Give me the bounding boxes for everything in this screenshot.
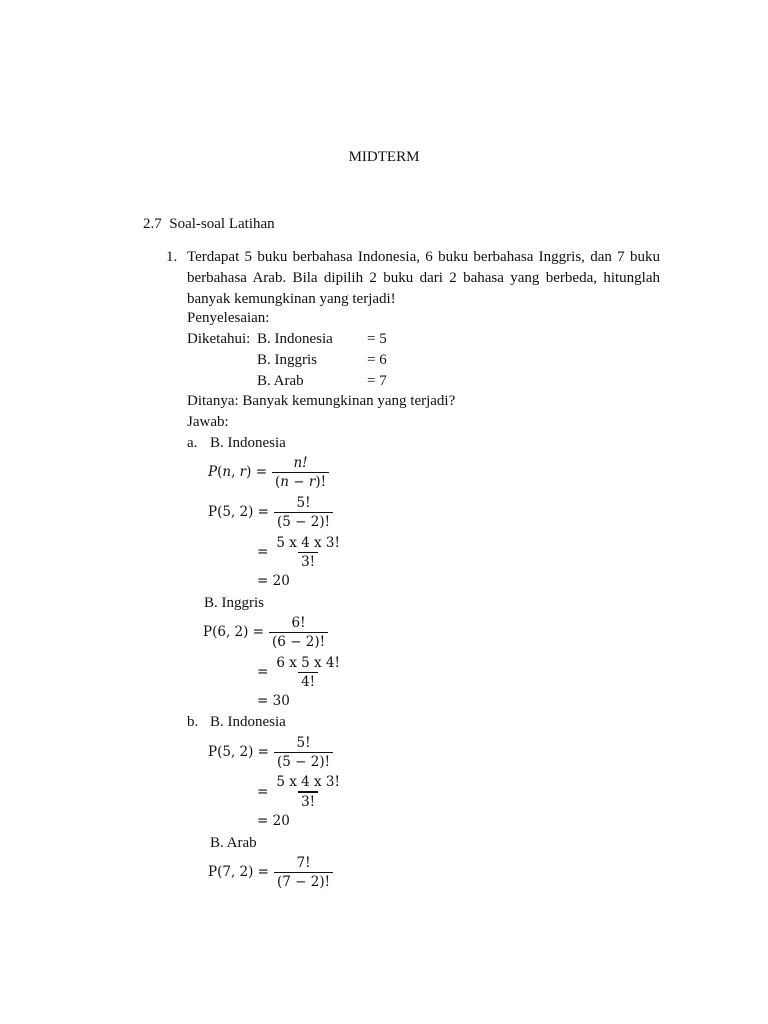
part-a-indonesia-calc-2: [257, 532, 343, 572]
calc-numerator: 5!: [296, 494, 311, 511]
calc-denominator: (6 − 2)!: [269, 632, 328, 651]
equals-sign: =: [257, 544, 269, 560]
part-b-marker: b.: [187, 714, 199, 730]
equals-sign: =: [257, 664, 269, 680]
part-a-label-inggris: B. Inggris: [204, 595, 264, 611]
calc-lhs: P(5, 2) =: [208, 504, 269, 520]
known-value-arab: = 7: [367, 373, 387, 389]
calc-fraction: [274, 734, 333, 771]
known-name-inggris: B. Inggris: [257, 352, 317, 368]
part-b-arab-calc-1: [208, 852, 333, 892]
calc-fraction: [273, 654, 343, 691]
part-a-inggris-calc-2: [257, 652, 343, 692]
page-title: MIDTERM: [348, 149, 420, 165]
calc-fraction: [274, 854, 333, 891]
part-a-indonesia-result: = 20: [257, 573, 290, 589]
calc-denominator: 3!: [298, 552, 318, 571]
part-b-label-arab: B. Arab: [210, 835, 257, 851]
calc-numerator: 7!: [296, 854, 311, 871]
known-value-indonesia: = 5: [367, 331, 387, 347]
calc-lhs: P(5, 2) =: [208, 744, 269, 760]
equals-sign: =: [257, 784, 269, 800]
problem-number: 1.: [166, 249, 178, 265]
formula-numerator: n!: [293, 454, 308, 471]
part-a-inggris-calc-1: [203, 612, 328, 652]
formula-lhs: P(n, r) =: [208, 464, 268, 480]
section-heading: [143, 214, 275, 234]
calc-fraction: [269, 614, 328, 651]
calc-lhs: P(6, 2) =: [203, 624, 264, 640]
asked-text: Ditanya: Banyak kemungkinan yang terjadi?: [187, 393, 456, 409]
known-name-arab: B. Arab: [257, 373, 304, 389]
calc-numerator: 5 x 4 x 3!: [276, 774, 340, 790]
calc-denominator: (5 − 2)!: [274, 752, 333, 771]
solution-label: Penyelesaian:: [187, 310, 270, 326]
calc-fraction: [273, 773, 343, 811]
known-name-indonesia: B. Indonesia: [257, 331, 333, 347]
problem-text-line-2: berbahasa Arab. Bila dipilih 2 buku dari 2 bahasa yang berbeda, hitunglah: [187, 270, 660, 286]
section-number: 2.7: [143, 216, 162, 232]
calc-denominator: 3!: [298, 791, 318, 811]
calc-fraction: [274, 494, 333, 531]
calc-fraction: [273, 534, 343, 571]
calc-numerator: 6!: [291, 614, 306, 631]
calc-lhs: P(7, 2) =: [208, 864, 269, 880]
calc-numerator: 5 x 4 x 3!: [276, 534, 340, 551]
part-a-marker: a.: [187, 435, 198, 451]
known-value-inggris: = 6: [367, 352, 387, 368]
part-a-indonesia-calc-1: [208, 492, 333, 532]
calc-denominator: (5 − 2)!: [274, 512, 333, 531]
calc-numerator: 6 x 5 x 4!: [276, 654, 340, 671]
part-a-inggris-result: = 30: [257, 693, 290, 709]
section-title: Soal-soal Latihan: [169, 216, 275, 232]
formula-fraction: [272, 454, 329, 491]
formula-denominator: (n − r)!: [272, 472, 329, 491]
known-label: Diketahui:: [187, 331, 251, 347]
permutation-formula: [208, 452, 329, 492]
part-b-indonesia-calc-2: [257, 772, 343, 812]
part-a-label-indonesia: B. Indonesia: [210, 435, 286, 451]
answer-label: Jawab:: [187, 414, 229, 430]
part-b-indonesia-result: = 20: [257, 813, 290, 829]
problem-text-line-3: banyak kemungkinan yang terjadi!: [187, 291, 396, 307]
calc-denominator: 4!: [298, 672, 318, 691]
part-b-label-indonesia: B. Indonesia: [210, 714, 286, 730]
calc-numerator: 5!: [296, 734, 311, 751]
part-b-indonesia-calc-1: [208, 732, 333, 772]
calc-denominator: (7 − 2)!: [274, 872, 333, 891]
problem-text-line-1: Terdapat 5 buku berbahasa Indonesia, 6 buku berbahasa Inggris, dan 7 buku: [187, 249, 660, 265]
